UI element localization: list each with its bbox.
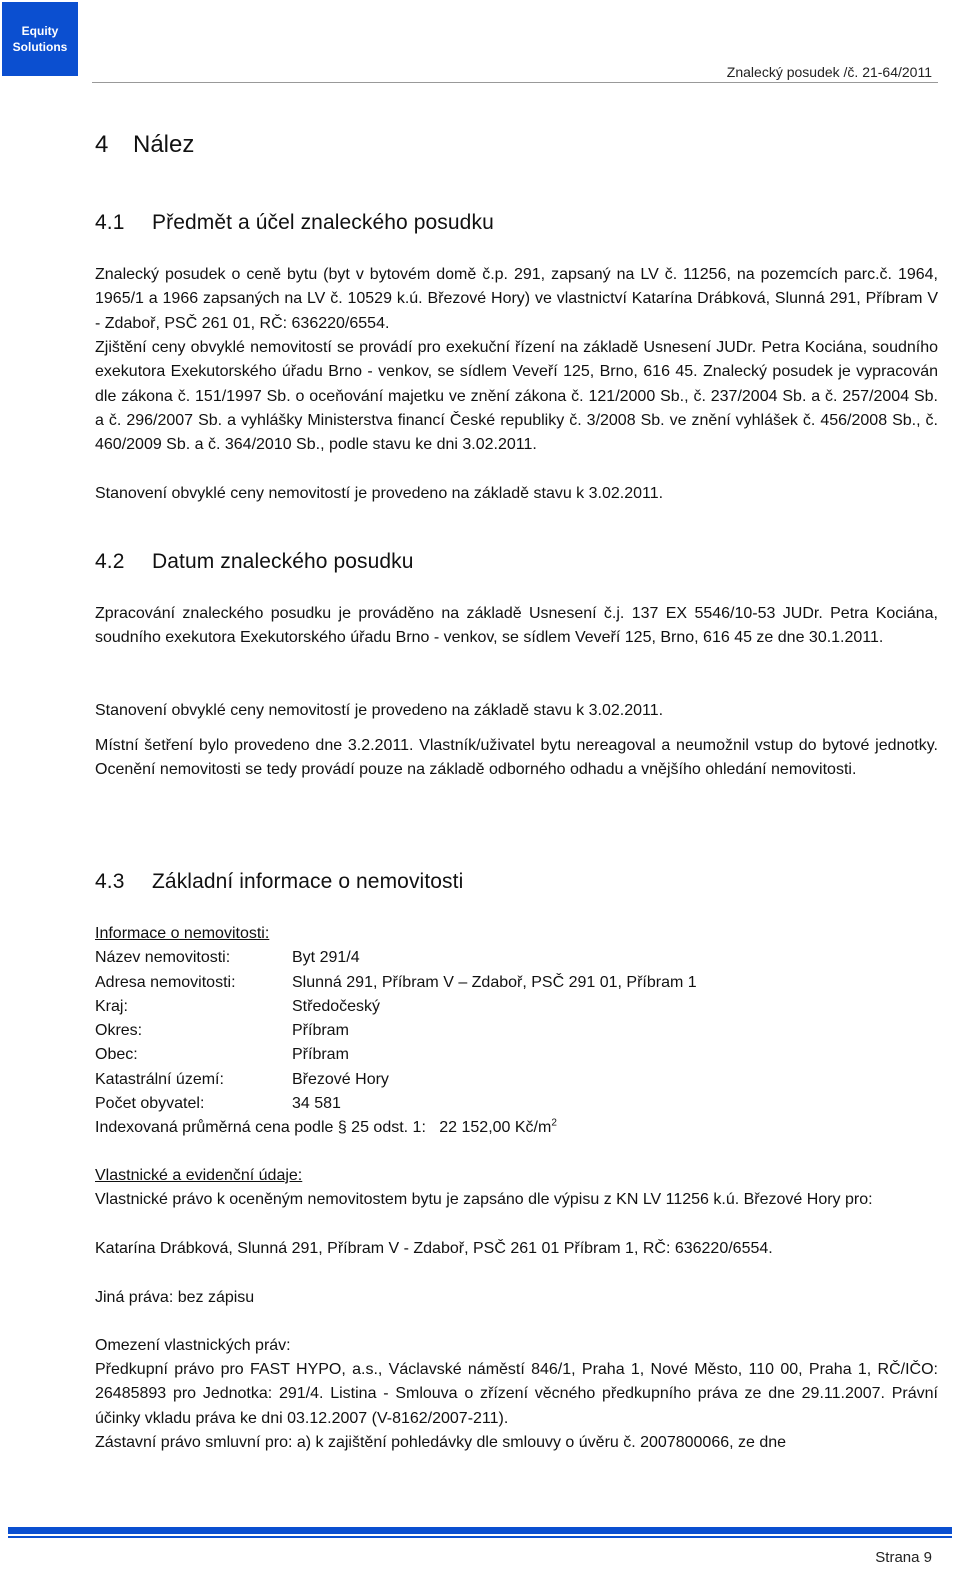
section-number: 4.3 — [95, 870, 125, 893]
info-label: Počet obyvatel: — [95, 1095, 205, 1113]
section-number: 4 — [95, 131, 109, 158]
info-row — [95, 1019, 938, 1043]
section-number: 4.2 — [95, 550, 125, 573]
info-value: Slunná 291, Příbram V – Zdaboř, PSČ 291 01, Příbram 1 — [292, 973, 697, 991]
info-label: Obec: — [95, 1046, 138, 1064]
price-unit-exponent: 2 — [551, 1118, 557, 1130]
info-row — [95, 1092, 938, 1116]
info-value: Byt 291/4 — [292, 949, 360, 967]
property-info-heading: Informace o nemovitosti: — [95, 925, 270, 942]
document-reference: Znalecký posudek /č. 21-64/2011 — [726, 64, 932, 80]
paragraph: Znalecký posudek o ceně bytu (byt v bytovém domě č.p. 291, zapsaný na LV č. 11256, na pozemcích parc.č. 1964, 1965/1 a 1966 zapsaných na LV č. 10529 k.ú. Březové Hory) ve vlastnictví Katarína Drábková, Slunná 291, Příbram V - Zdaboř, PSČ 261 01, RČ: 636220/6554. — [95, 266, 938, 332]
info-value: Březové Hory — [292, 1070, 389, 1088]
info-label: Adresa nemovitosti: — [95, 973, 236, 991]
info-label: Název nemovitosti: — [95, 949, 231, 967]
section-4-heading — [95, 131, 194, 159]
section-title: Předmět a účel znaleckého posudku — [152, 211, 494, 234]
info-label: Kraj: — [95, 997, 128, 1015]
limits-text: Zástavní právo smluvní pro: a) k zajištění pohledávky dle smlouvy o úvěru č. 2007800066, ze dne — [95, 1434, 787, 1451]
ownership-heading: Vlastnické a evidenční údaje: — [95, 1167, 303, 1184]
info-value: Příbram — [292, 1022, 349, 1040]
footer-divider-thin — [8, 1536, 952, 1538]
section-title: Datum znaleckého posudku — [152, 550, 414, 573]
owner-name: Katarína Drábková, Slunná 291, Příbram V - Zdaboř, PSČ 261 01 Příbram 1, RČ: 636220/6554. — [95, 1240, 773, 1257]
page-number: Strana 9 — [875, 1549, 932, 1566]
other-rights: Jiná práva: bez zápisu — [95, 1289, 255, 1306]
info-label: Okres: — [95, 1022, 143, 1040]
section-title: Nález — [133, 131, 195, 158]
price-value: 22 152,00 Kč/m — [439, 1119, 552, 1137]
limits-heading: Omezení vlastnických práv: — [95, 1337, 291, 1354]
property-info-block — [95, 922, 938, 1141]
price-row — [95, 1116, 938, 1140]
footer-divider — [8, 1527, 952, 1534]
section-title: Základní informace o nemovitosti — [152, 870, 464, 893]
section-4-2-heading — [95, 550, 414, 574]
limits-text: Předkupní právo pro FAST HYPO, a.s., Václavské náměstí 846/1, Praha 1, Nové Město, 110 00, Praha 1, RČ/IČO: 26485893 pro Jednotka: 291/4. Listina - Smlouva o zřízení věcného předkupního práva ze dne 29.11.2007. Právní účinky vkladu práva ke dni 03.12.2007 (V-8162/2007-211). — [95, 1361, 938, 1427]
ownership-text: Vlastnické právo k oceněným nemovitostem bytu je zapsáno dle výpisu z KN LV 11256 k.ú. Březové Hory pro: — [95, 1191, 873, 1208]
paragraph: Zpracování znaleckého posudku je prováděno na základě Usnesení č.j. 137 EX 5546/10-53 JUDr. Petra Kociána, soudního exekutora Exekutorského úřadu Brno - venkov, se sídlem Veveří 125, Brno, 616 45 ze dne 30.1.2011. — [95, 605, 938, 647]
logo-line2: Solutions — [12, 40, 68, 54]
info-row — [95, 971, 938, 995]
price-label: Indexovaná průměrná cena podle § 25 odst. 1: — [95, 1119, 426, 1137]
info-row — [95, 995, 938, 1019]
paragraph: Zjištění ceny obvyklé nemovitostí se provádí pro exekuční řízení na základě Usnesení JUDr. Petra Kociána, soudního exekutora Exekutorského úřadu Brno - venkov, se sídlem Veveří 125, Brno, 616 45. Znalecký posudek je vypracován dle zákona č. 151/1997 Sb. o oceňování majetku ve znění zákona č. 121/2000 Sb., č. 237/2004 Sb. a č. 257/2004 Sb. a č. 296/2007 Sb. a vyhlášky Ministerstva financí České republiky č. 3/2008 Sb. ve znění vyhlášek č. 456/2008 Sb., č. 460/2009 Sb. a č. 364/2010 Sb., podle stavu ke dni 3.02.2011. — [95, 339, 938, 454]
info-value: 34 581 — [292, 1095, 341, 1113]
info-row — [95, 946, 938, 970]
paragraph: Stanovení obvyklé ceny nemovitostí je provedeno na základě stavu k 3.02.2011. — [95, 702, 664, 719]
info-row — [95, 1043, 938, 1067]
section-number: 4.1 — [95, 211, 125, 234]
section-4-3-heading — [95, 870, 463, 894]
header-divider — [92, 82, 938, 83]
info-value: Příbram — [292, 1046, 349, 1064]
paragraph: Stanovení obvyklé ceny nemovitostí je provedeno na základě stavu k 3.02.2011. — [95, 485, 664, 502]
equity-solutions-logo — [2, 2, 78, 76]
info-value: Středočeský — [292, 997, 381, 1015]
section-4-1-heading — [95, 211, 494, 235]
info-row — [95, 1068, 938, 1092]
info-label: Katastrální území: — [95, 1070, 224, 1088]
paragraph: Místní šetření bylo provedeno dne 3.2.2011. Vlastník/uživatel bytu nereagoval a neumožnil vstup do bytové jednotky. Ocenění nemovitosti se tedy provádí pouze na základě odborného odhadu a vnějšího ohledání nemovitosti. — [95, 737, 938, 779]
logo-line1: Equity — [21, 24, 59, 38]
